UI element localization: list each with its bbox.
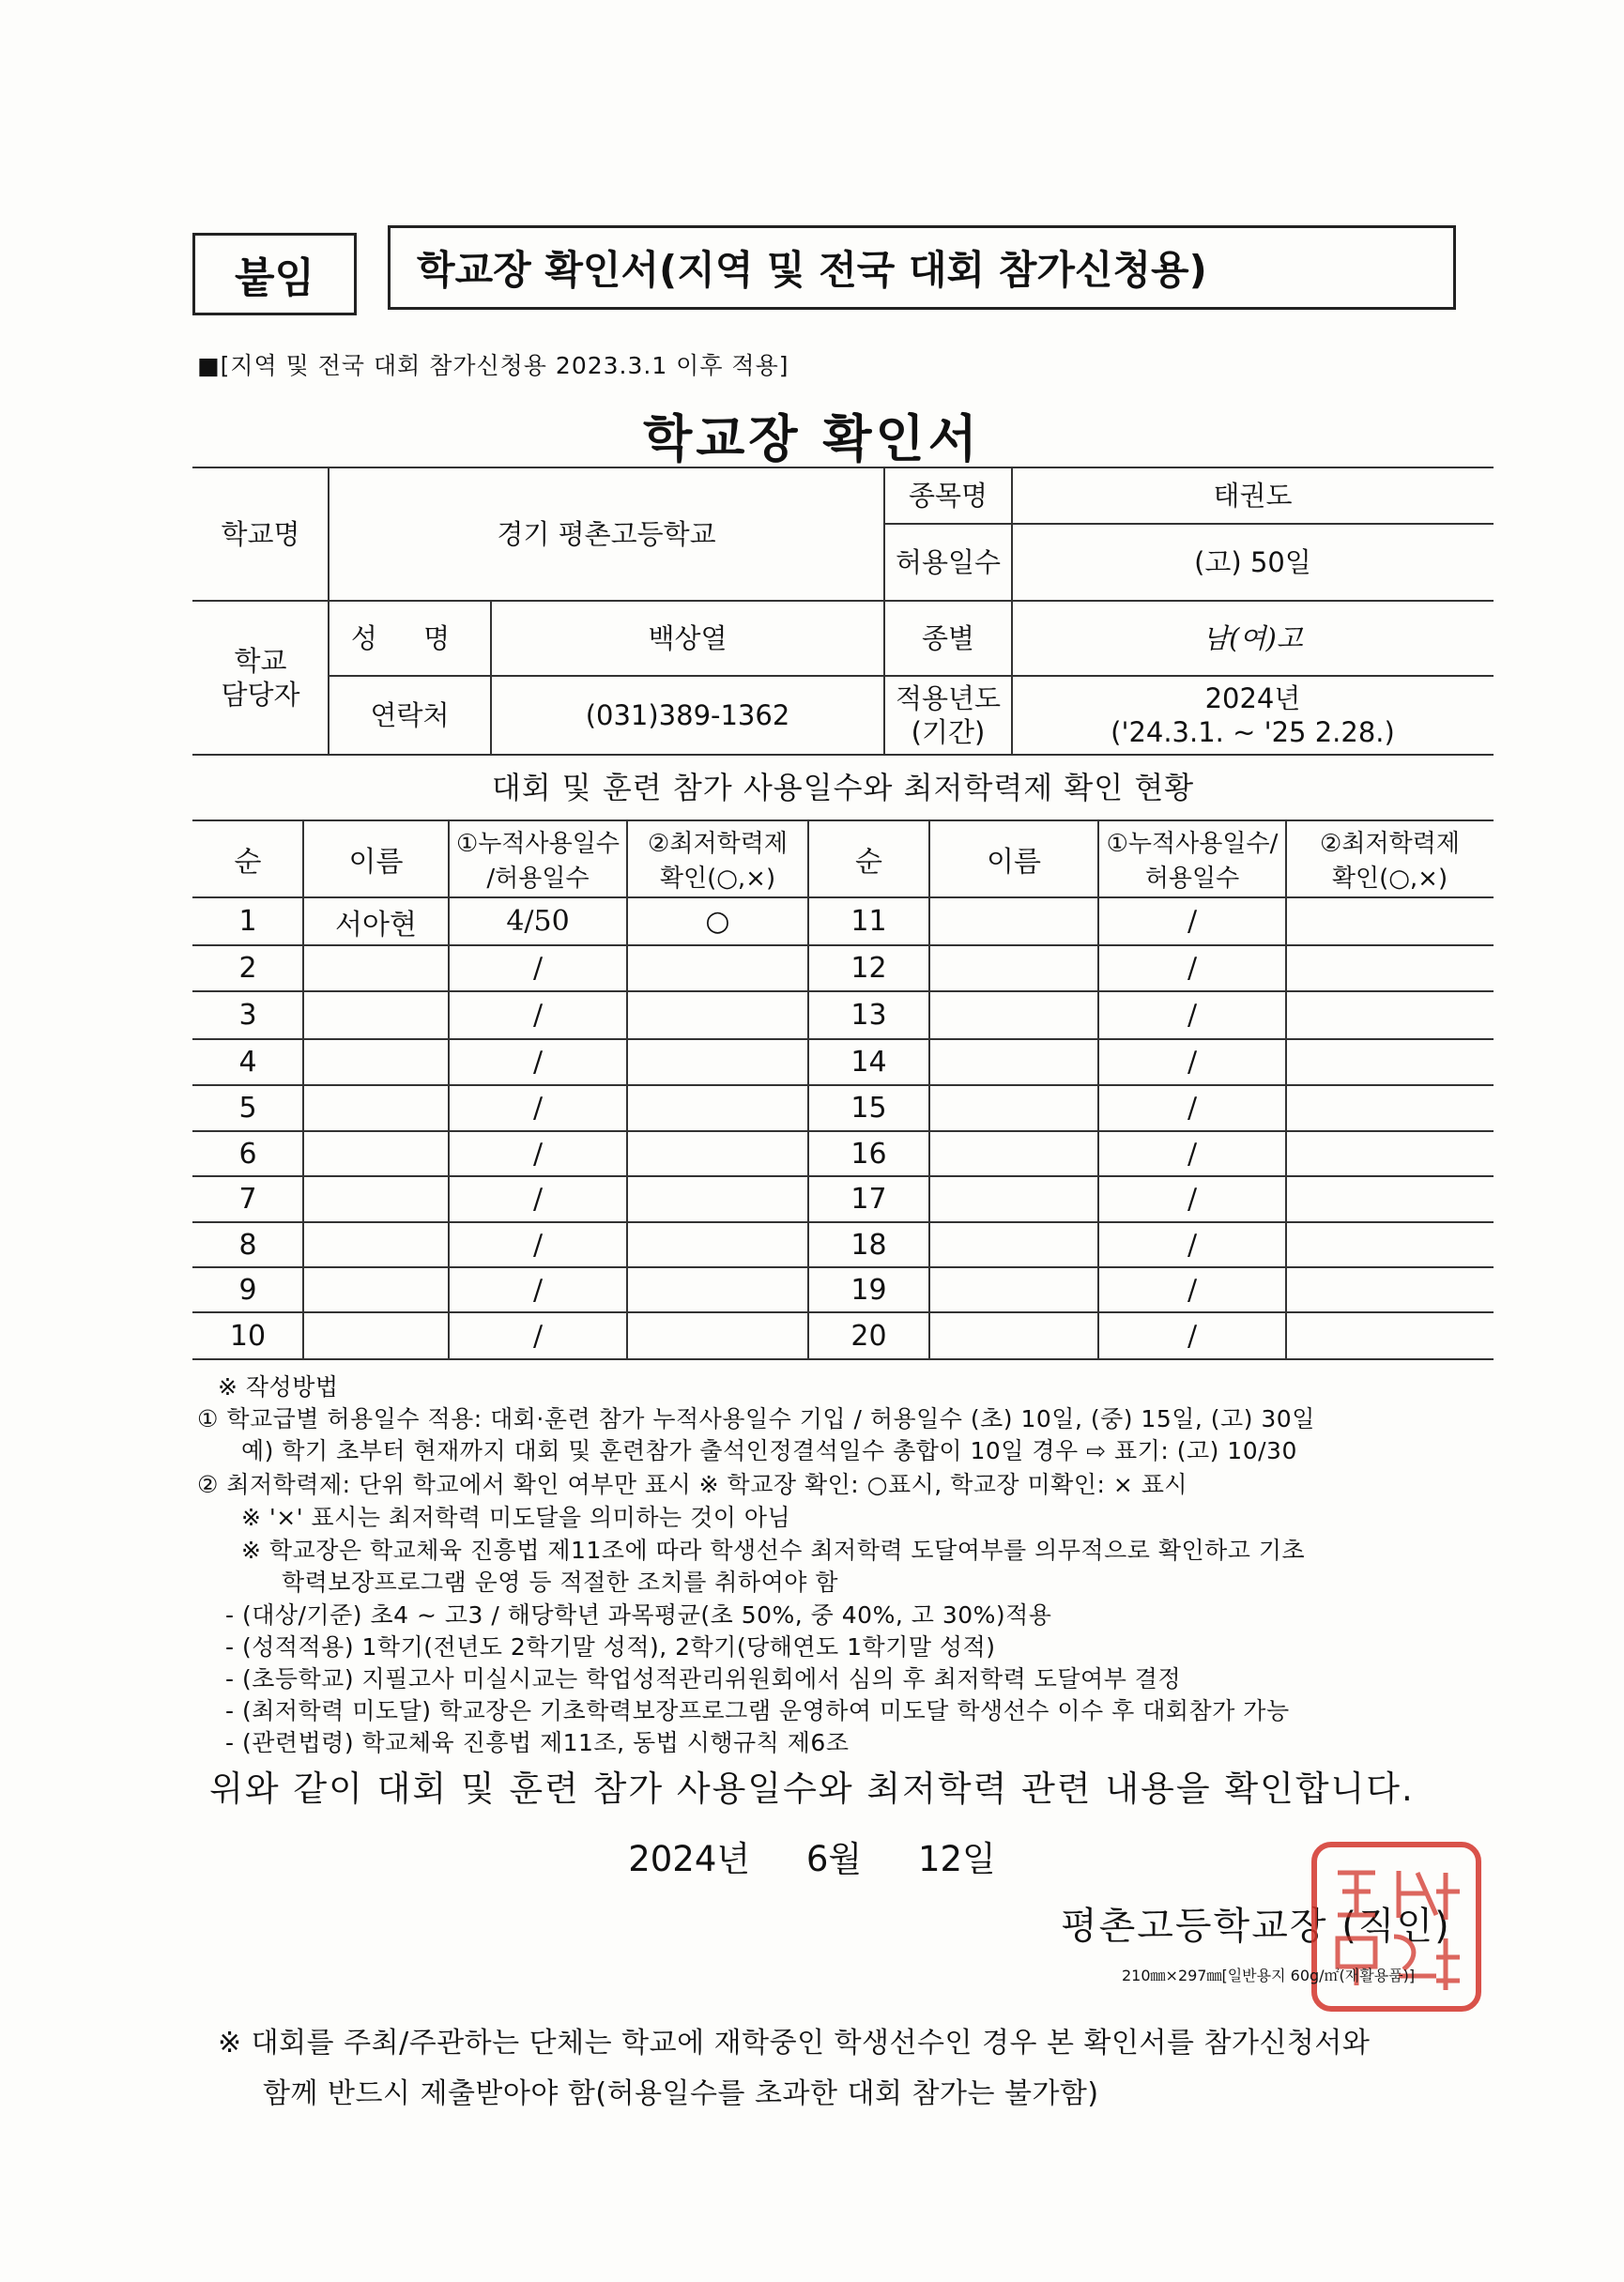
instruction-line: ① 학교급별 허용일수 적용: 대회·훈련 참가 누적사용일수 기입 / 허용일수 (초) 10일, (중) 15일, (고) 30일 <box>197 1405 1315 1432</box>
used-days: / <box>532 1092 544 1125</box>
student-name-right <box>929 1312 1098 1359</box>
student-name-right <box>929 1176 1098 1222</box>
row-number: 1 <box>238 905 257 938</box>
used-days-right: / <box>1187 1092 1198 1125</box>
used-days-right: / <box>1187 1046 1198 1079</box>
used-days-right: / <box>1187 1319 1198 1353</box>
instruction-line: ※ '×' 표시는 최저학력 미도달을 의미하는 것이 아님 <box>241 1504 791 1531</box>
type-label: 종별 <box>921 621 975 654</box>
manager-label: 학교 담당자 <box>221 644 300 711</box>
row-number-right: 16 <box>850 1137 887 1171</box>
min-academic-check-right <box>1286 1085 1494 1131</box>
student-name-right <box>929 1131 1098 1176</box>
contact-label: 연락처 <box>370 698 450 731</box>
attachment-tag: 붙임 <box>192 233 357 315</box>
student-name <box>303 1131 449 1176</box>
school-label: 학교명 <box>221 517 300 550</box>
used-days-right: / <box>1187 1183 1198 1216</box>
row-number-right: 18 <box>850 1228 887 1262</box>
min-academic-check-right <box>1286 1176 1494 1222</box>
instruction-line: - (대상/기준) 초4 ~ 고3 / 해당학년 과목평균(초 50%, 중 40%, 고 30%)적용 <box>225 1601 1052 1629</box>
header-no: 순 <box>234 846 262 879</box>
paper-specification: 210㎜×297㎜[일반용지 60g/㎡(재활용품)] <box>1122 1967 1416 1984</box>
instruction-line: ※ 작성방법 <box>218 1373 339 1401</box>
instruction-line: - (성적적용) 1학기(전년도 2학기말 성적), 2학기(당해연도 1학기말 성적) <box>225 1633 996 1661</box>
student-name-right <box>929 1222 1098 1267</box>
min-academic-check <box>627 1039 808 1085</box>
used-days-right: / <box>1187 905 1198 938</box>
type-value: 남(여)고 <box>1203 621 1303 654</box>
used-days: 4/50 <box>506 905 570 938</box>
instruction-line: 학력보장프로그램 운영 등 적절한 조치를 취하여야 함 <box>282 1569 838 1596</box>
instruction-line: ※ 학교장은 학교체육 진흥법 제11조에 따라 학생선수 최저학력 도달여부를 의무적으로 확인하고 기초 <box>241 1537 1306 1564</box>
student-name-right <box>929 897 1098 945</box>
allowed-days-label: 허용일수 <box>895 545 1002 578</box>
instruction-line: ② 최저학력제: 단위 학교에서 확인 여부만 표시 ※ 학교장 확인: ○표시, 학교장 미확인: × 표시 <box>197 1471 1188 1498</box>
min-academic-check-right <box>1286 1039 1494 1085</box>
min-academic-check-right <box>1286 897 1494 945</box>
sport-value: 태권도 <box>1213 479 1293 512</box>
used-days-right: / <box>1187 1273 1198 1307</box>
document-title: 학교장 확인서 <box>643 409 981 468</box>
header-min-academic-right: ②최저학력제 확인(○,×) <box>1320 830 1460 893</box>
used-days: / <box>532 999 544 1032</box>
attachment-title: 학교장 확인서(지역 및 전국 대회 참가신청용) <box>388 225 1456 310</box>
allowed-days-value: (고) 50일 <box>1194 545 1311 578</box>
year-value: 2024년 ('24.3.1. ~ '25 2.28.) <box>1111 682 1395 748</box>
student-name <box>303 1222 449 1267</box>
date-month: 6월 <box>805 1839 863 1879</box>
student-name <box>303 945 449 991</box>
min-academic-check <box>627 1085 808 1131</box>
min-academic-check-right <box>1286 1312 1494 1359</box>
min-academic-check-right <box>1286 945 1494 991</box>
row-number: 10 <box>229 1319 267 1353</box>
min-academic-check <box>627 945 808 991</box>
school-value: 경기 평촌고등학교 <box>497 517 716 550</box>
contact-value: (031)389-1362 <box>585 698 790 731</box>
row-number-right: 13 <box>850 999 887 1032</box>
row-number-right: 17 <box>850 1183 887 1216</box>
used-days-right: / <box>1187 999 1198 1032</box>
row-number: 8 <box>238 1228 257 1262</box>
student-name <box>303 1176 449 1222</box>
footer-notice-line: ※ 대회를 주최/주관하는 단체는 학교에 재학중인 학생선수인 경우 본 확인서를 참가신청서와 <box>218 2027 1371 2060</box>
student-name <box>303 1267 449 1312</box>
min-academic-check-right <box>1286 1222 1494 1267</box>
row-number-right: 15 <box>850 1092 887 1125</box>
header-name: 이름 <box>348 846 404 879</box>
date-year: 2024년 <box>628 1839 751 1879</box>
name-label: 성 명 <box>350 621 469 654</box>
min-academic-check <box>627 1131 808 1176</box>
used-days: / <box>532 1137 544 1171</box>
instruction-line: 예) 학기 초부터 현재까지 대회 및 훈련참가 출석인정결석일수 총합이 10일 경우 ⇨ 표기: (고) 10/30 <box>241 1437 1297 1464</box>
used-days: / <box>532 1183 544 1216</box>
row-number: 3 <box>238 999 257 1032</box>
min-academic-check <box>627 1267 808 1312</box>
student-name-right <box>929 991 1098 1039</box>
row-number: 2 <box>238 952 257 985</box>
instruction-line: - (초등학교) 지필고사 미실시교는 학업성적관리위원회에서 심의 후 최저학력 도달여부 결정 <box>225 1665 1182 1692</box>
header-min-academic: ②최저학력제 확인(○,×) <box>648 830 788 893</box>
student-name-right <box>929 945 1098 991</box>
min-academic-check: ○ <box>705 905 730 938</box>
row-number-right: 11 <box>850 905 887 938</box>
used-days: / <box>532 952 544 985</box>
header-no-right: 순 <box>855 846 882 879</box>
footer-notice-line: 함께 반드시 제출받아야 함(허용일수를 초과한 대회 참가는 불가함) <box>263 2077 1099 2110</box>
section-caption: 대회 및 훈련 참가 사용일수와 최저학력제 확인 현황 <box>491 770 1195 805</box>
student-name-right <box>929 1085 1098 1131</box>
min-academic-check <box>627 1222 808 1267</box>
used-days-right: / <box>1187 1228 1198 1262</box>
min-academic-check-right <box>1286 1267 1494 1312</box>
row-number: 6 <box>238 1137 257 1171</box>
row-number-right: 14 <box>850 1046 887 1079</box>
row-number-right: 19 <box>850 1273 887 1307</box>
used-days: / <box>532 1228 544 1262</box>
school-seal-stamp <box>1305 1835 1488 2018</box>
header-name-right: 이름 <box>987 846 1041 879</box>
date-day: 12일 <box>917 1839 996 1879</box>
student-name <box>303 991 449 1039</box>
applies-note: ■[지역 및 전국 대회 참가신청용 2023.3.1 이후 적용] <box>197 352 789 379</box>
student-name <box>303 1039 449 1085</box>
student-name-right <box>929 1039 1098 1085</box>
sport-label: 종목명 <box>908 479 988 512</box>
min-academic-check <box>627 991 808 1039</box>
row-number-right: 20 <box>850 1319 887 1353</box>
used-days-right: / <box>1187 952 1198 985</box>
instruction-line: - (관련법령) 학교체육 진흥법 제11조, 동법 시행규칙 제6조 <box>225 1729 850 1756</box>
row-number-right: 12 <box>850 952 887 985</box>
header-used-days-right: ①누적사용일수/ 허용일수 <box>1106 830 1279 893</box>
student-name <box>303 1312 449 1359</box>
header-used-days: ①누적사용일수 /허용일수 <box>455 830 620 893</box>
used-days: / <box>532 1319 544 1353</box>
used-days-right: / <box>1187 1137 1198 1171</box>
row-number: 9 <box>238 1273 257 1307</box>
instruction-line: - (최저학력 미도달) 학교장은 기초학력보장프로그램 운영하여 미도달 학생선수 이수 후 대회참가 가능 <box>225 1697 1290 1724</box>
manager-name-value: 백상열 <box>648 621 728 654</box>
used-days: / <box>532 1046 544 1079</box>
year-label: 적용년도 (기간) <box>895 682 1002 748</box>
student-name-right <box>929 1267 1098 1312</box>
row-number: 7 <box>238 1183 257 1216</box>
min-academic-check <box>627 1176 808 1222</box>
student-name <box>303 1085 449 1131</box>
principal-signature-line: 평촌고등학교장 (직인) <box>1061 1905 1451 1948</box>
row-number: 5 <box>238 1092 257 1125</box>
row-number: 4 <box>238 1046 257 1079</box>
min-academic-check <box>627 1312 808 1359</box>
min-academic-check-right <box>1286 1131 1494 1176</box>
student-name: 서아현 <box>335 908 417 942</box>
min-academic-check-right <box>1286 991 1494 1039</box>
footer-notice <box>218 2018 1370 2120</box>
used-days: / <box>532 1273 544 1307</box>
confirmation-statement: 위와 같이 대회 및 훈련 참가 사용일수와 최저학력 관련 내용을 확인합니다. <box>209 1769 1415 1809</box>
